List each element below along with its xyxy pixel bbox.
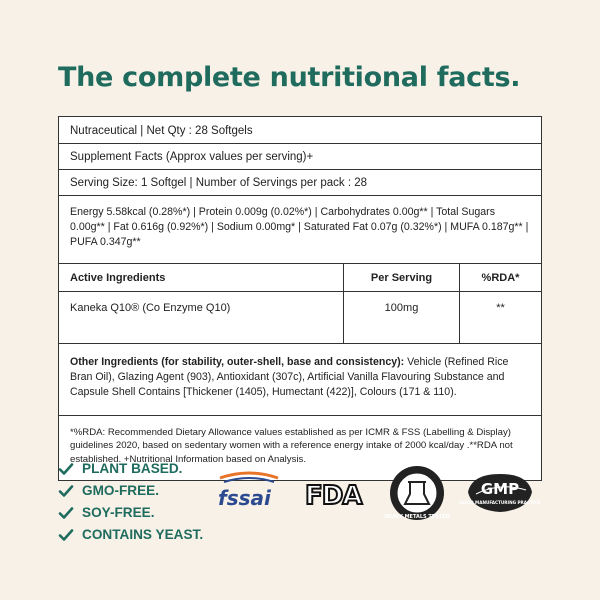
check-icon [58,484,74,498]
table-row [59,292,541,344]
claim-item [58,502,203,524]
gmp-subtext: GOOD MANUFACTURING PRACTICE [459,500,541,505]
nutrition-facts-panel [58,116,542,481]
other-ingredients [59,344,541,416]
other-ingredients-label: Other Ingredients (for stability, outer-shell, base and consistency): [70,356,405,368]
claim-label: GMO-FREE. [82,483,160,498]
gmp-logo-icon [459,470,541,516]
fssai-logo-icon [214,472,284,512]
col-header-rda: %RDA* [481,272,520,284]
col-header-active-ingredients: Active Ingredients [59,264,344,291]
ingredient-rda: ** [496,302,505,314]
page-title: The complete nutritional facts. [58,62,521,93]
col-header-per-serving: Per Serving [344,264,460,291]
gmp-text: GMP [480,480,520,498]
ingredient-amount: 100mg [344,292,460,343]
ingredients-table-header [59,264,541,292]
other-ingredients-text: Vehicle (Refined Rice Bran Oil), Glazing Agent (903), Antioxidant (307c), Artificial Vanilla Flavouring Substance and Capsule Shell Contains [Thickener (1405), Humectant (422)], Colours (171 & 110). [70,356,509,398]
claim-item [58,524,203,546]
fda-text: FDA [305,481,362,511]
claim-label: SOY-FREE. [82,505,155,520]
check-icon [58,528,74,542]
product-line: Nutraceutical | Net Qty : 28 Softgels [59,117,541,144]
check-icon [58,462,74,476]
claim-item [58,458,203,480]
ingredient-name: Kaneka Q10® (Co Enzyme Q10) [59,292,344,343]
claim-label: CONTAINS YEAST. [82,527,204,542]
fda-logo-icon [303,478,369,510]
heavy-metals-tested-badge-icon [384,464,450,522]
supplement-facts-heading: Supplement Facts (Approx values per serving)+ [59,144,541,170]
rda-footnote: *%RDA: Recommended Dietary Allowance values established as per ICMR & FSS (Labelling & Display) guidelines 2020, based on sedentary women with a reference energy intake of 2000 kcal/day .**RDA not established. +Nutritional Information based on Analysis. [70,427,513,465]
nutrition-values: Energy 5.58kcal (0.28%*) | Protein 0.009g (0.02%*) | Carbohydrates 0.00g** | Total Sugars 0.00g** | Fat 0.616g (0.92%*) | Sodium 0.00mg* | Saturated Fat 0.07g (0.32%*) | MUFA 0.187g** | PUFA 0.347g** [59,196,541,264]
check-icon [58,506,74,520]
serving-line: Serving Size: 1 Softgel | Number of Servings per pack : 28 [59,170,541,196]
claim-label: PLANT BASED. [82,461,183,476]
claims-list [58,458,203,546]
claim-item [58,480,203,502]
fssai-text: fssai [218,486,271,510]
heavy-metals-text: HEAVY METALS TESTED [384,514,450,520]
